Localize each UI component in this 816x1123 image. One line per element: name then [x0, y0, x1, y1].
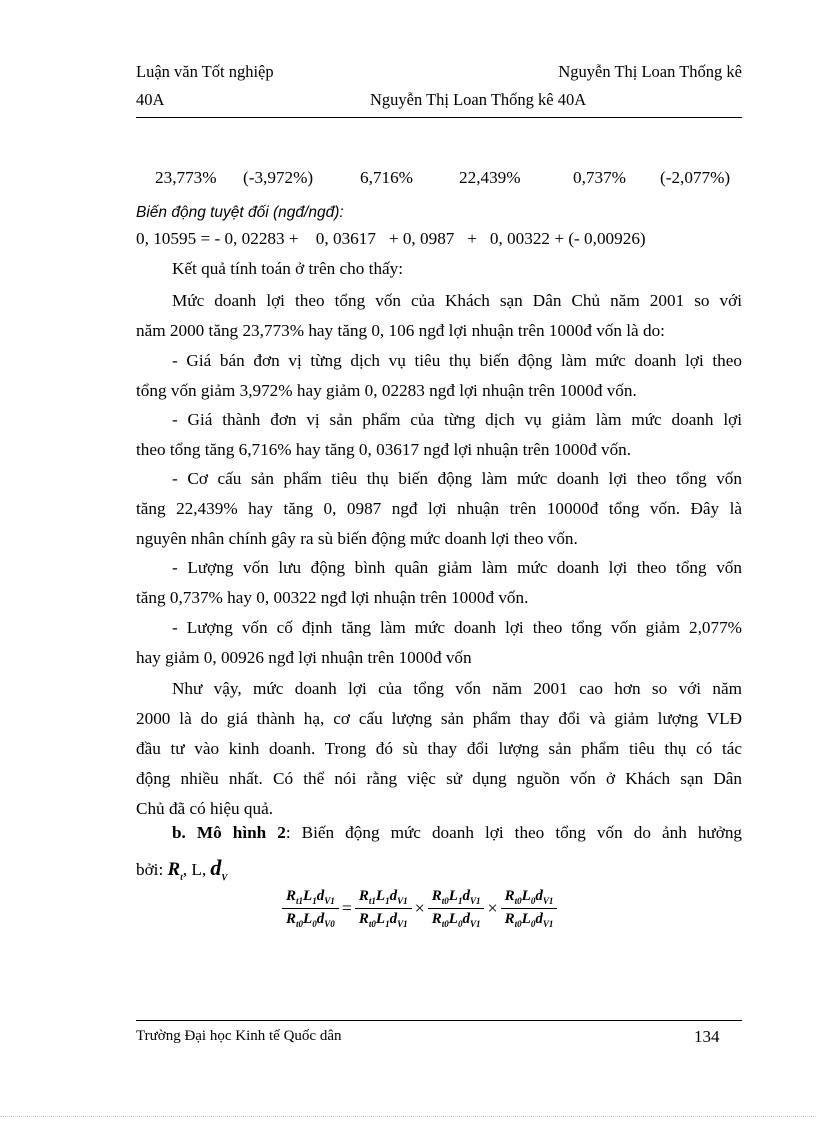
- abs-change-equation: 0, 10595 = - 0, 02283 + 0, 03617 + 0, 0987 + 0, 00322 + (- 0,00926): [136, 229, 646, 248]
- text-line: Như vậy, mức doanh lợi của tổng vốn năm 2001 cao hơn so với năm: [172, 679, 742, 698]
- pct-fixed-capital: (-2,077%): [660, 168, 731, 187]
- factor-d-symbol: $d_V$: [210, 855, 228, 883]
- pct-structure: 22,439%: [459, 168, 521, 187]
- text-line: [136, 818, 742, 848]
- text-line: Chủ đã có hiệu quả.: [136, 799, 273, 818]
- text-line: đầu tư vào kinh doanh. Trong đó sù thay đổi lượng sản phẩm tiêu thụ có tác: [136, 739, 742, 758]
- paragraph-price-factor: [136, 346, 742, 406]
- model2-text-line1: : Biến động mức doanh lợi theo tổng vốn do ảnh hưởng: [285, 823, 742, 842]
- header-left-line2: 40A: [136, 90, 165, 109]
- text-line: năm 2000 tăng 23,773% hay tăng 0, 106 ngđ lợi nhuận trên 1000đ vốn là do:: [136, 321, 665, 340]
- text-line: động nhiều nhất. Có thể nói rằng việc sử dụng nguồn vốn ở Khách sạn Dân: [136, 769, 742, 788]
- formula-term3-fraction: $\frac{R_{t0}L_0d_{V1}}{R_{t0}L_0d_{V1}}$: [501, 888, 558, 929]
- model2-factors: [136, 855, 228, 887]
- page-number: 134: [694, 1027, 720, 1046]
- text-line: nguyên nhân chính gây ra sù biến động mức doanh lợi theo vốn.: [136, 529, 578, 548]
- text-line: - Lượng vốn cố định tăng làm mức doanh lợi theo tổng vốn giảm 2,077%: [172, 618, 742, 637]
- header-rule: [136, 117, 742, 118]
- header-center-line2: Nguyễn Thị Loan Thống kê 40A: [370, 90, 587, 109]
- text-line: tăng 22,439% hay tăng 0, 0987 ngđ lợi nhuận trên 10000đ tổng vốn. Đây là: [136, 499, 742, 518]
- model2-heading: [136, 818, 742, 848]
- model2-label: b. Mô hình 2: [172, 823, 286, 842]
- formula-term2-fraction: $\frac{R_{t0}L_1d_{V1}}{R_{t0}L_0d_{V1}}$: [428, 888, 485, 929]
- text-line: tổng vốn giảm 3,972% hay giảm 0, 02283 ngđ lợi nhuận trên 1000đ vốn.: [136, 381, 637, 400]
- equals-sign: =: [341, 898, 352, 918]
- paragraph-intro: [136, 254, 742, 284]
- pct-working-capital: 0,737%: [573, 168, 626, 187]
- times-sign: ×: [487, 898, 498, 918]
- pct-total: 23,773%: [155, 168, 217, 187]
- paragraph-conclusion: [136, 674, 742, 824]
- formula-term1-fraction: $\frac{R_{t1}L_1d_{V1}}{R_{t0}L_1d_{V1}}$: [355, 888, 412, 929]
- paragraph-structure-factor: [136, 464, 742, 554]
- page-edge-dotted-line: [0, 1116, 816, 1117]
- paragraph-summary: [136, 286, 742, 346]
- footer-rule: [136, 1020, 742, 1021]
- abs-change-label: Biến động tuyệt đối (ngđ/ngđ):: [136, 204, 344, 221]
- pct-cost: 6,716%: [360, 168, 413, 187]
- header-left-line1: Luận văn Tốt nghiệp: [136, 62, 274, 81]
- pct-price: (-3,972%): [243, 168, 314, 187]
- factor-l: , L,: [182, 860, 211, 879]
- text-line: - Lượng vốn lưu động bình quân giảm làm mức doanh lợi theo tổng vốn: [172, 558, 742, 577]
- text-line: - Giá bán đơn vị từng dịch vụ tiêu thụ biến động làm mức doanh lợi theo: [172, 351, 742, 370]
- header-right-line1: Nguyễn Thị Loan Thống kê: [558, 62, 742, 81]
- text-line: - Giá thành đơn vị sản phẩm của từng dịch vụ giảm làm mức doanh lợi: [172, 410, 742, 429]
- text-line: 2000 là do giá thành hạ, cơ cấu lượng sản phẩm thay đổi và giảm lượng VLĐ: [136, 709, 742, 728]
- text-line: - Cơ cấu sản phẩm tiêu thụ biến động làm mức doanh lợi theo tổng vốn: [172, 469, 742, 488]
- paragraph-working-capital-factor: [136, 553, 742, 613]
- text-line: theo tổng tăng 6,716% hay tăng 0, 03617 ngđ lợi nhuận trên 1000đ vốn.: [136, 440, 632, 459]
- formula-lhs-fraction: $\frac{R_{t1}L_1d_{V1}}{R_{t0}L_0d_{V0}}$: [282, 888, 339, 929]
- factor-r-symbol: $R_t$: [167, 859, 183, 882]
- text-line: Mức doanh lợi theo tổng vốn của Khách sạn Dân Chủ năm 2001 so với: [172, 291, 742, 310]
- text-line: tăng 0,737% hay 0, 00322 ngđ lợi nhuận trên 1000đ vốn.: [136, 588, 529, 607]
- paragraph-fixed-capital-factor: [136, 613, 742, 673]
- text-line: hay giảm 0, 00926 ngđ lợi nhuận trên 1000đ vốn: [136, 648, 472, 667]
- times-sign: ×: [414, 898, 425, 918]
- model2-prefix: bởi:: [136, 860, 168, 879]
- text-line: Kết quả tính toán ở trên cho thấy:: [172, 259, 404, 278]
- model2-formula: [282, 888, 557, 929]
- footer-university: Trường Đại học Kinh tế Quốc dân: [136, 1028, 342, 1044]
- paragraph-cost-factor: [136, 405, 742, 465]
